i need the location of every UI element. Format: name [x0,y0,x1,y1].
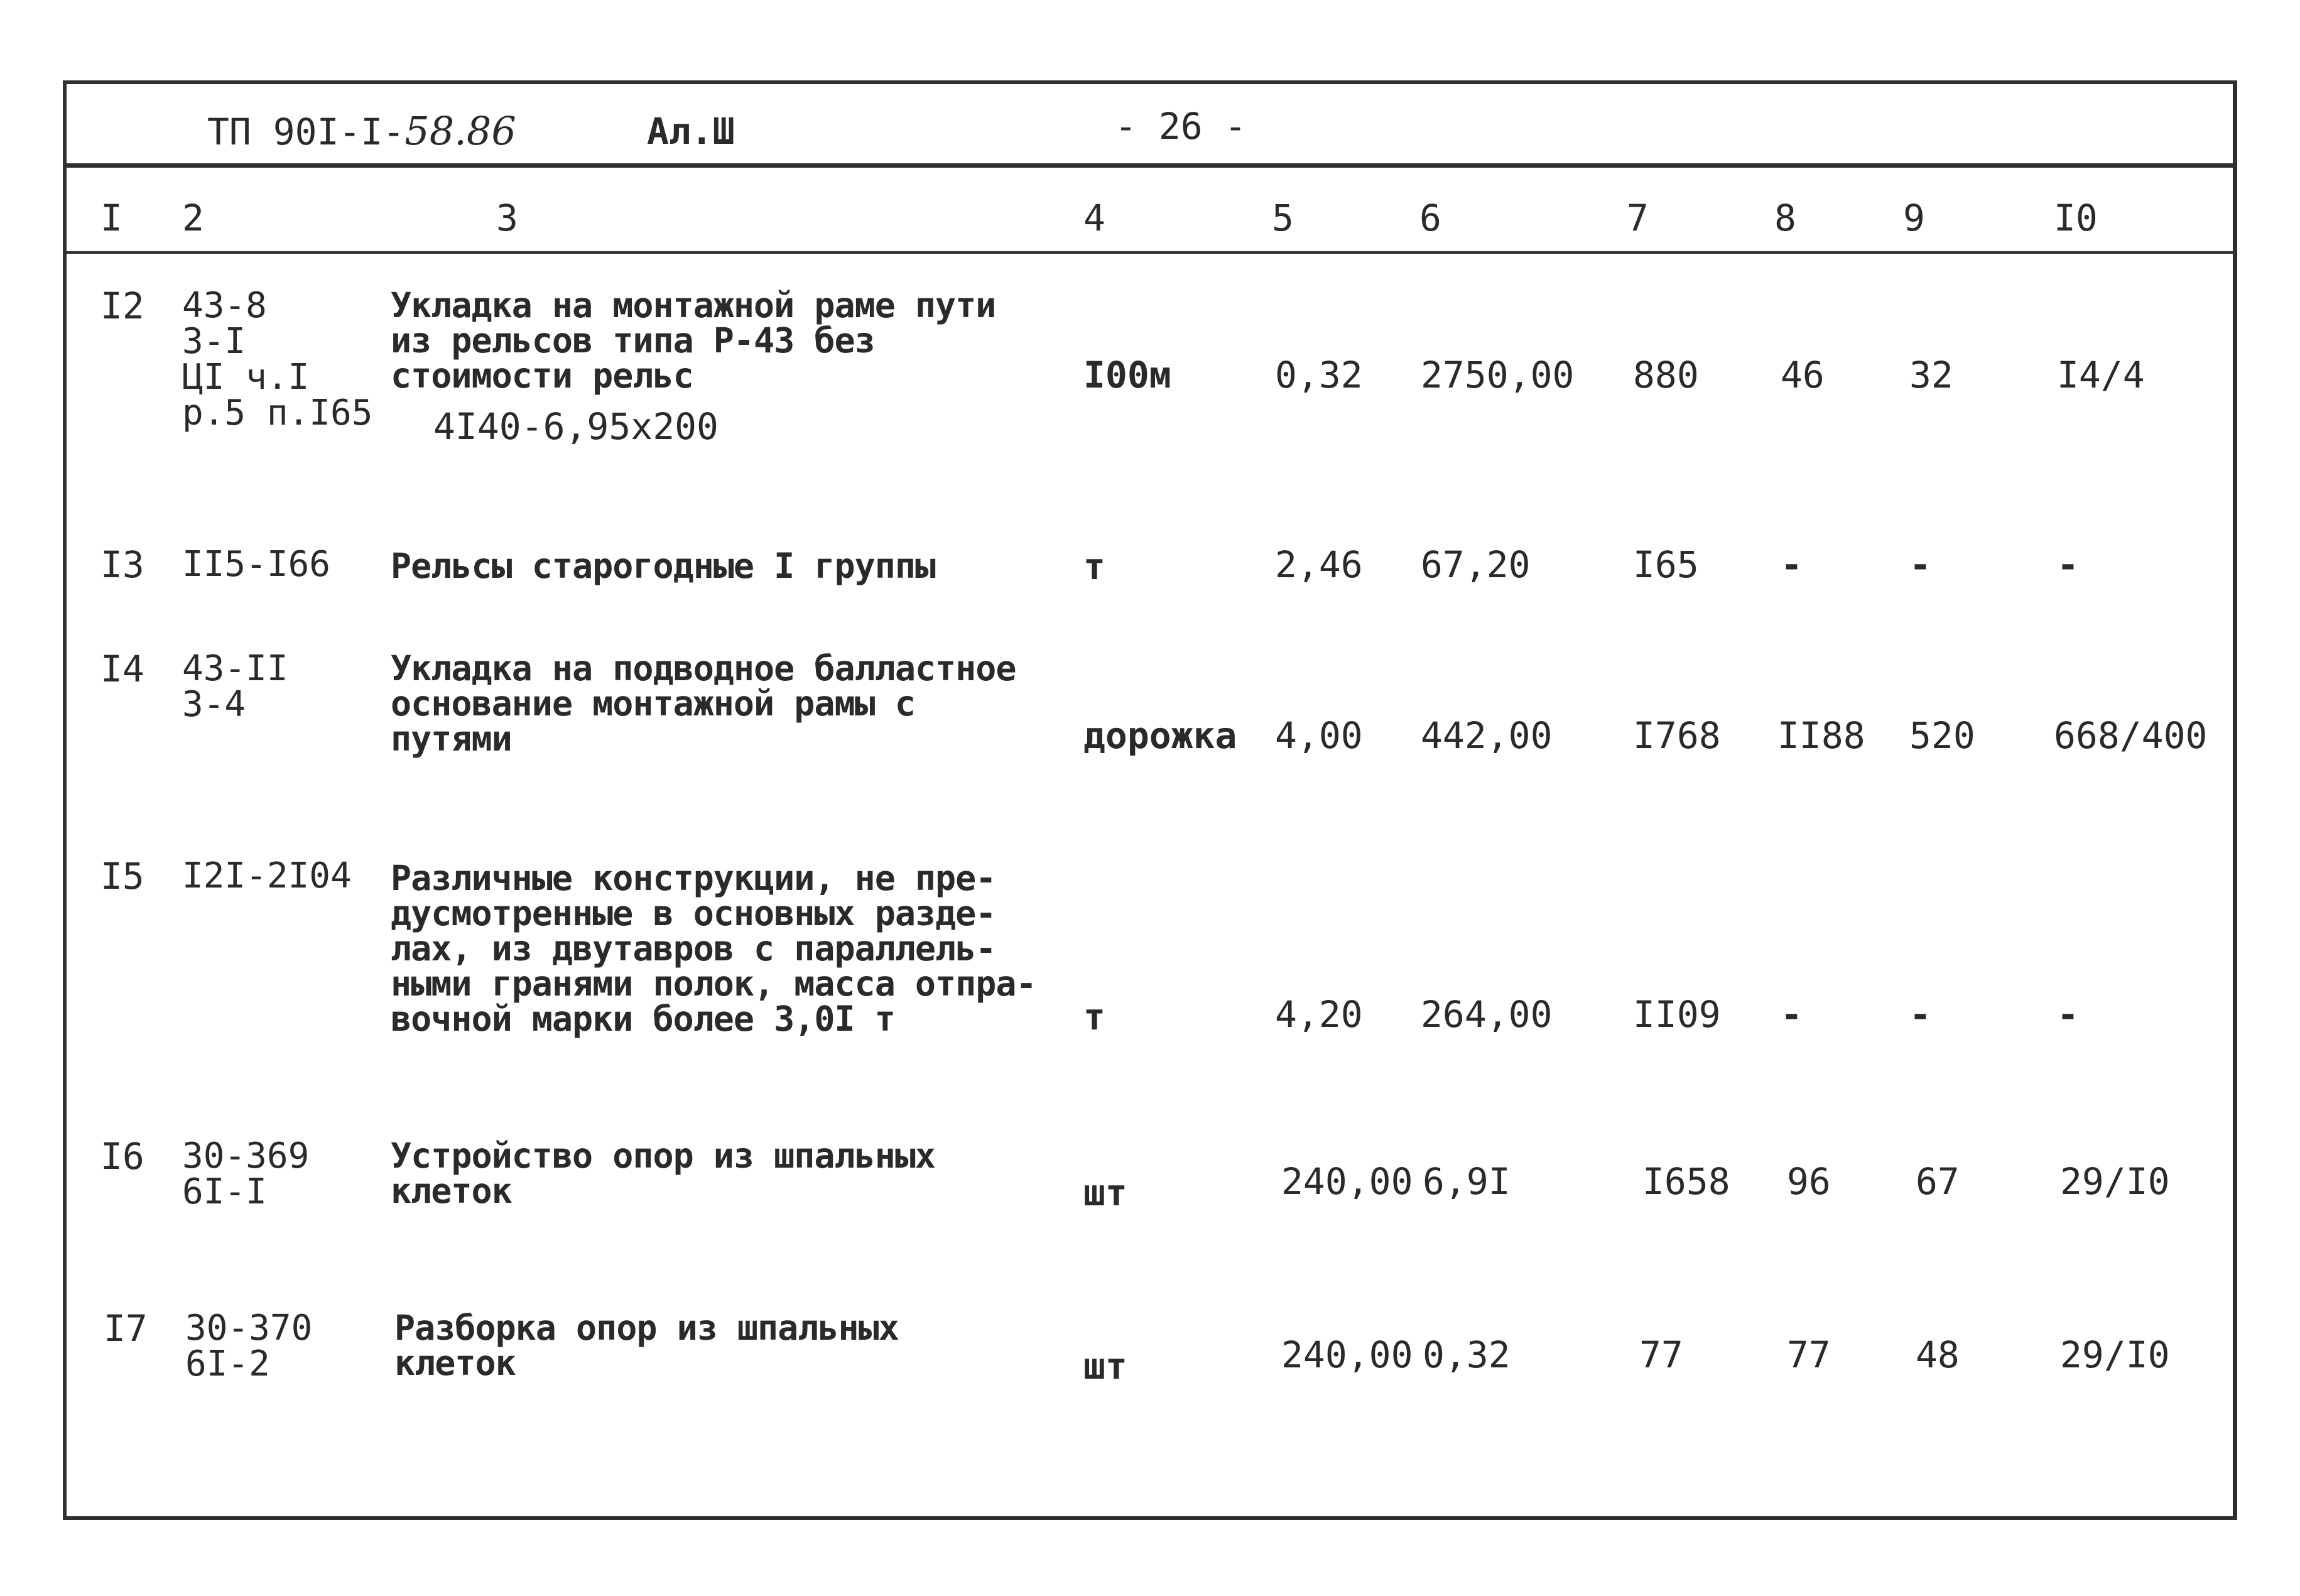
row-number: I6 [100,1135,144,1178]
row-col7: I65 [1633,543,1699,586]
row-unit: шт [1083,1345,1127,1387]
column-header: 2 [182,197,204,239]
row-col9: - [1909,543,1931,586]
row-col10: - [2057,993,2079,1036]
row-col6: 264,00 [1421,993,1553,1036]
row-col7: I768 [1633,714,1721,757]
row-unit: шт [1083,1171,1127,1214]
row-description: Разборка опор из шпальных клеток [394,1308,899,1383]
row-col10: 29/I0 [2060,1333,2170,1376]
column-header-divider [63,251,2237,254]
row-col6: 0,32 [1423,1333,1511,1376]
row-number: I4 [100,648,144,690]
row-number: I7 [104,1307,148,1350]
column-header: I0 [2054,197,2098,239]
doc-number-handwritten: 58.86 [404,108,516,154]
row-col5: 240,00 [1281,1160,1413,1203]
row-col6: 67,20 [1421,543,1531,586]
row-code: 30-370 6I-2 [185,1308,313,1384]
column-header: 3 [496,197,518,239]
row-code: 43-II 3-4 [182,648,288,725]
row-description: Рельсы старогодные I группы [391,546,936,586]
row-unit: т [1083,545,1105,588]
row-unit: I00м [1083,354,1171,396]
doc-number-prefix: ТП 90I-I- [207,111,405,153]
row-number: I2 [100,285,144,327]
column-header: 6 [1419,197,1441,239]
row-col8: 46 [1781,354,1825,396]
row-unit: т [1083,996,1105,1038]
column-header: 8 [1774,197,1796,239]
column-header: 9 [1903,197,1925,239]
row-col10: - [2057,543,2079,586]
row-col7: II09 [1633,993,1721,1036]
row-description: Различные конструкции, не пре- дусмотренные в основных разде- лах, из двутавров с параллель- ными гранями полок, масса отпра- вочной марки более 3,0I т [391,858,1036,1039]
doc-number [207,108,516,154]
row-col9: 520 [1909,714,1975,757]
row-code: I2I-2I04 [182,855,352,896]
table-frame [63,80,2237,1520]
column-header: 5 [1272,197,1294,239]
row-code: II5-I66 [182,544,331,585]
row-col8: II88 [1777,714,1865,757]
row-description: Устройство опор из шпальных клеток [391,1136,936,1211]
column-header: I [100,197,122,239]
row-code: 30-369 6I-I [182,1136,310,1212]
row-number: I5 [100,855,144,898]
row-code: 43-8 3-I ЦI ч.I р.5 п.I65 [182,285,373,433]
column-header: 7 [1627,197,1649,239]
album-label: Ал.Ш [647,110,735,153]
page-number: - 26 - [1115,105,1247,148]
row-col9: 67 [1916,1160,1960,1203]
row-col9: - [1909,993,1931,1036]
row-unit: дорожка [1083,714,1237,757]
row-description: Укладка на монтажной раме пути из рельсов типа Р-43 без стоимости рельс [391,285,996,396]
row-col7: 77 [1639,1333,1683,1376]
header-divider [63,163,2237,168]
row-col8: - [1781,993,1803,1036]
row-col10: I4/4 [2057,354,2145,396]
row-col5: 2,46 [1275,543,1363,586]
row-col9: 32 [1909,354,1953,396]
column-header: 4 [1083,197,1105,239]
row-col6: 2750,00 [1421,354,1575,396]
row-col5: 240,00 [1281,1333,1413,1376]
row-col7: 880 [1633,354,1699,396]
row-col5: 4,20 [1275,993,1363,1036]
row-number: I3 [100,543,144,586]
row-col8: 77 [1787,1333,1831,1376]
row-col7: I658 [1642,1160,1730,1203]
row-description: Укладка на подводное балластное основание монтажной рамы с путями [391,648,1016,759]
row-col5: 4,00 [1275,714,1363,757]
row-col6: 6,9I [1423,1160,1511,1203]
row-col8: 96 [1787,1160,1831,1203]
row-col10: 29/I0 [2060,1160,2170,1203]
row-col9: 48 [1916,1333,1960,1376]
row-col5: 0,32 [1275,354,1363,396]
row-col6: 442,00 [1421,714,1553,757]
row-col8: - [1781,543,1803,586]
row-col10: 668/400 [2054,714,2208,757]
row-note: 4I40-6,95x200 [433,405,719,448]
